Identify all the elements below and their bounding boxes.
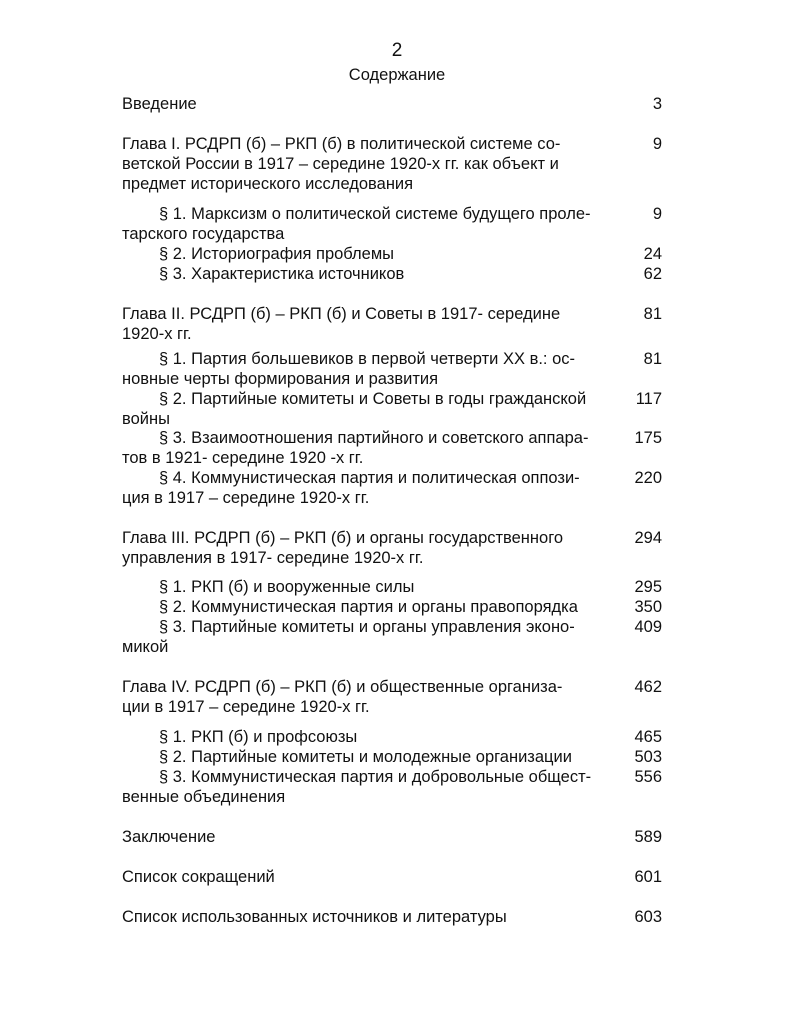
entry-page-number: 3	[652, 95, 662, 113]
entry-page-number: 24	[643, 245, 662, 263]
toc-title: Содержание	[348, 66, 446, 84]
entry-page-number: 294	[634, 529, 662, 547]
entry-page-number: 9	[652, 205, 662, 223]
entry-line: Введение	[122, 95, 197, 113]
entry-line: Список сокращений	[122, 868, 275, 886]
entry-page-number: 503	[634, 748, 662, 766]
entry-line: войны	[122, 410, 170, 428]
entry-line: § 3. Взаимоотношения партийного и советского аппара-	[159, 429, 589, 447]
entry-page-number: 81	[643, 305, 662, 323]
entry-page-number: 409	[634, 618, 662, 636]
entry-line: ветской России в 1917 – середине 1920-х гг. как объект и	[122, 155, 559, 173]
entry-line: новные черты формирования и развития	[122, 370, 439, 388]
entry-line: тарского государства	[122, 225, 285, 243]
entry-page-number: 117	[635, 390, 662, 408]
entry-page-number: 465	[634, 728, 662, 746]
entry-line: § 3. Коммунистическая партия и добровольные общест-	[159, 768, 592, 786]
entry-line: Глава III. РСДРП (б) – РКП (б) и органы государственного	[122, 529, 564, 547]
entry-line: Список использованных источников и литературы	[122, 908, 507, 926]
entry-page-number: 350	[634, 598, 662, 616]
entry-line: Заключение	[122, 828, 216, 846]
entry-page-number: 462	[634, 678, 662, 696]
entry-page-number: 62	[643, 265, 662, 283]
entry-line: § 3. Характеристика источников	[159, 265, 405, 283]
entry-line: § 2. Партийные комитеты и молодежные организации	[159, 748, 572, 766]
entry-line: Глава II. РСДРП (б) – РКП (б) и Советы в 1917- середине	[122, 305, 561, 323]
entry-page-number: 220	[634, 469, 662, 487]
entry-line: § 2. Партийные комитеты и Советы в годы гражданской	[159, 390, 587, 408]
entry-line: § 4. Коммунистическая партия и политическая оппози-	[159, 469, 580, 487]
entry-line: § 2. Историография проблемы	[159, 245, 395, 263]
entry-line: тов в 1921- середине 1920 -х гг.	[122, 449, 364, 467]
entry-page-number: 556	[634, 768, 662, 786]
entry-page-number: 589	[634, 828, 662, 846]
entry-page-number: 175	[634, 429, 662, 447]
entry-line: Глава I. РСДРП (б) – РКП (б) в политической системе со-	[122, 135, 561, 153]
entry-line: предмет исторического исследования	[122, 175, 414, 193]
entry-line: ция в 1917 – середине 1920-х гг.	[122, 489, 370, 507]
entry-line: микой	[122, 638, 169, 656]
entry-line: венные объединения	[122, 788, 286, 806]
entry-line: § 1. Марксизм о политической системе будущего проле-	[159, 205, 591, 223]
entry-page-number: 81	[643, 350, 662, 368]
entry-line: § 1. РКП (б) и профсоюзы	[159, 728, 358, 746]
entry-line: 1920-х гг.	[122, 325, 192, 343]
entry-line: Глава IV. РСДРП (б) – РКП (б) и общественные организа-	[122, 678, 563, 696]
entry-line: управления в 1917- середине 1920-х гг.	[122, 549, 424, 567]
entry-page-number: 603	[634, 908, 662, 926]
entry-line: § 1. Партия большевиков в первой четверти ХХ в.: ос-	[159, 350, 576, 368]
entry-line: § 1. РКП (б) и вооруженные силы	[159, 578, 415, 596]
page-number: 2	[391, 40, 403, 61]
entry-line: § 2. Коммунистическая партия и органы правопорядка	[159, 598, 578, 616]
entry-page-number: 601	[634, 868, 662, 886]
entry-page-number: 295	[634, 578, 662, 596]
entry-line: § 3. Партийные комитеты и органы управления эконо-	[159, 618, 575, 636]
entry-page-number: 9	[652, 135, 662, 153]
entry-line: ции в 1917 – середине 1920-х гг.	[122, 698, 370, 716]
